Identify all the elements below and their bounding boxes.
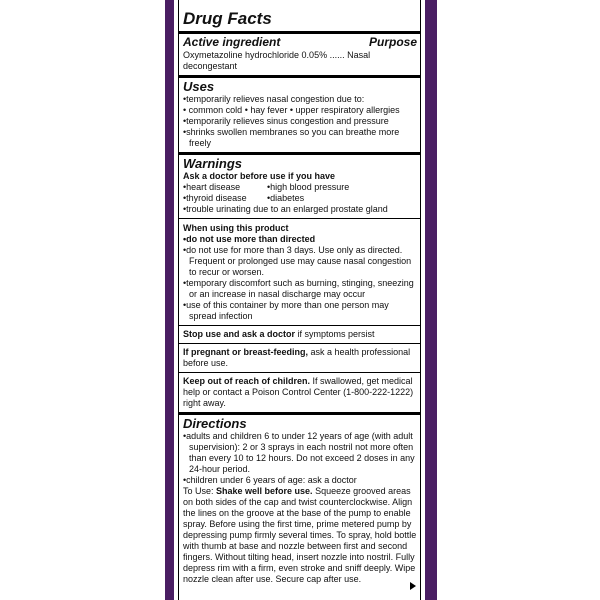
divider — [179, 372, 421, 373]
warnings-title: Warnings — [183, 156, 242, 171]
when-using-item: • use of this container by more than one person may spread infection — [183, 300, 417, 322]
uses-item: • temporarily relieves sinus congestion and pressure — [183, 116, 417, 127]
keep-out-line: Keep out of reach of children. If swallowed, get medical help or contact a Poison Control Center (1-800-222-1222) right away. — [183, 376, 414, 408]
divider — [179, 325, 421, 326]
when-using-item: • do not use for more than 3 days. Use only as directed. Frequent or prolonged use may cause nasal congestion to recur or worsen. — [183, 245, 417, 278]
to-use-text: To Use: Shake well before use. Squeeze grooved areas on both sides of the cap and twist counterclockwise. Align the lines on the groove at the base of the pump to enable spray. Before using the first time, prime metered pump by depressing pump firmly several times. To spray, hold bottle with thumb at base and nozzle between first and second fingers. Without tilting head, insert nozzle into nostril. Fully depress rim with a firm, even stroke and sniff deeply. Wipe nozzle clean after use. Secure cap after use. — [183, 486, 417, 584]
drug-facts-box — [178, 0, 421, 600]
uses-item-row: • common cold • hay fever • upper respiratory allergies — [183, 105, 400, 115]
when-using-item: • temporary discomfort such as burning, stinging, sneezing or an increase in nasal discharge may occur — [183, 278, 417, 300]
drug-facts-title: Drug Facts — [183, 9, 272, 28]
directions-title: Directions — [183, 416, 247, 431]
drug-facts-panel — [174, 0, 425, 600]
uses-title: Uses — [183, 79, 215, 94]
directions-item: • children under 6 years of age: ask a doctor — [183, 475, 417, 486]
uses-item: • temporarily relieves nasal congestion due to: — [183, 94, 417, 105]
conditions-row: • heart disease • high blood pressure — [183, 182, 417, 193]
divider — [179, 412, 421, 415]
divider — [179, 31, 421, 34]
active-ingredient-label: Active ingredient — [183, 35, 281, 49]
package-side-right — [425, 0, 437, 600]
purpose-label: Purpose — [368, 35, 417, 49]
stop-use-line: Stop use and ask a doctor if symptoms persist — [183, 329, 375, 339]
active-ingredient-line: Oxymetazoline hydrochloride 0.05% ...... Nasal decongestant — [183, 50, 371, 71]
uses-item: • shrinks swollen membranes so you can breathe more freely — [183, 127, 417, 149]
active-ingredient-header — [183, 35, 417, 49]
when-using-heading: When using this product — [183, 223, 289, 233]
ask-doctor-heading: Ask a doctor before use if you have — [183, 171, 336, 181]
directions-item: • adults and children 6 to under 12 years of age (with adult supervision): 2 or 3 sprays in each nostril not more often than every 10 to 12 hours. Do not exceed 2 doses in any 24-hour period. — [183, 431, 417, 475]
divider — [179, 75, 421, 78]
conditions-row: • thyroid disease • diabetes — [183, 193, 417, 204]
condition-item: • trouble urinating due to an enlarged prostate gland — [183, 204, 417, 215]
when-using-item: • do not use more than directed — [183, 234, 417, 245]
package-side-left — [165, 0, 174, 600]
continue-arrow-icon — [410, 582, 416, 590]
divider — [179, 152, 421, 155]
divider — [179, 343, 421, 344]
pregnant-line: If pregnant or breast-feeding, ask a health professional before use. — [183, 347, 411, 368]
